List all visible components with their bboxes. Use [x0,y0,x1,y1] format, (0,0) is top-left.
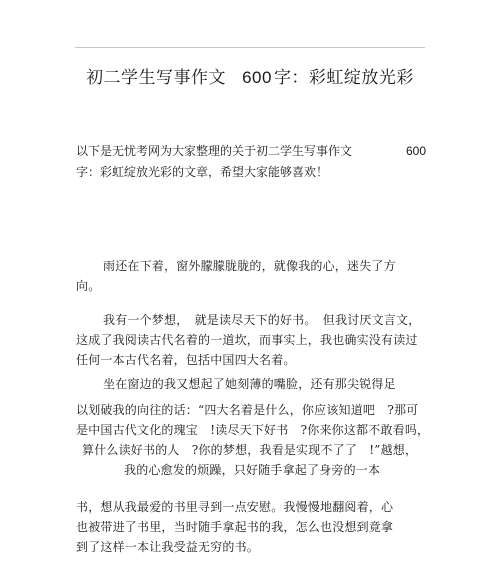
title-text-after: 字：彩虹绽放光彩 [273,68,414,88]
article-title [0,63,500,88]
intro-line-text: 以下是无忧考网为大家整理的关于初二学生写事作文 [76,144,353,158]
paragraph-line: 我的心愈发的烦躁，只好随手拿起了身旁的一本 [124,463,381,477]
paragraph-line: 坐在窗边的我又想起了她刻薄的嘴脸，还有那尖锐得足 [103,377,396,391]
body-paragraph [76,310,428,370]
intro-line-number: 600 [405,144,426,158]
paragraph-line: 任何一本古代名着，包括中国四大名着。 [76,353,296,367]
paragraph-line: 到了这样一本让我受益无穷的书。 [76,540,260,554]
body-paragraph [76,256,428,296]
paragraph-line: 这成了我阅读古代名着的一道坎，而事实上，我也确实没有读过 [76,333,418,347]
intro-line [76,162,428,183]
title-text-before: 初二学生写事作文 [86,68,227,88]
paragraph-line: 向。 [76,279,101,293]
paragraph-line: 是中国古代文化的瑰宝 !读尽天下好书 ?你来你这都不敢看吗， [76,423,430,437]
intro-line-text: 字：彩虹绽放光彩的文章，希望大家能够喜欢！ [76,165,329,179]
header-rule [75,47,425,48]
paragraph-line: 也被带进了书里，当时随手拿起书的我，怎么也没想到竟拿 [76,520,394,534]
intro-paragraph [76,141,428,183]
title-number: 600 [242,68,272,87]
paragraph-line: 我有一个梦想， 就是读尽天下的好书。 但我讨厌文言文， [103,313,421,327]
paragraph-line: 雨还在下着，窗外朦朦胧胧的，就像我的心，迷失了方 [103,259,396,273]
body-paragraph [76,497,428,557]
paragraph-line: 算什么读好书的人 ?你的梦想，我看是实现不了了 !”越想， [82,443,418,457]
paragraph-line: 书，想从我最爱的书里寻到一点安慰。我慢慢地翻阅着，心 [76,500,394,514]
body-paragraph [76,374,428,480]
paragraph-line: 以划破我的向往的话：“四大名着是什么，你应该知道吧 ?那可 [76,403,419,417]
intro-line [76,141,428,162]
